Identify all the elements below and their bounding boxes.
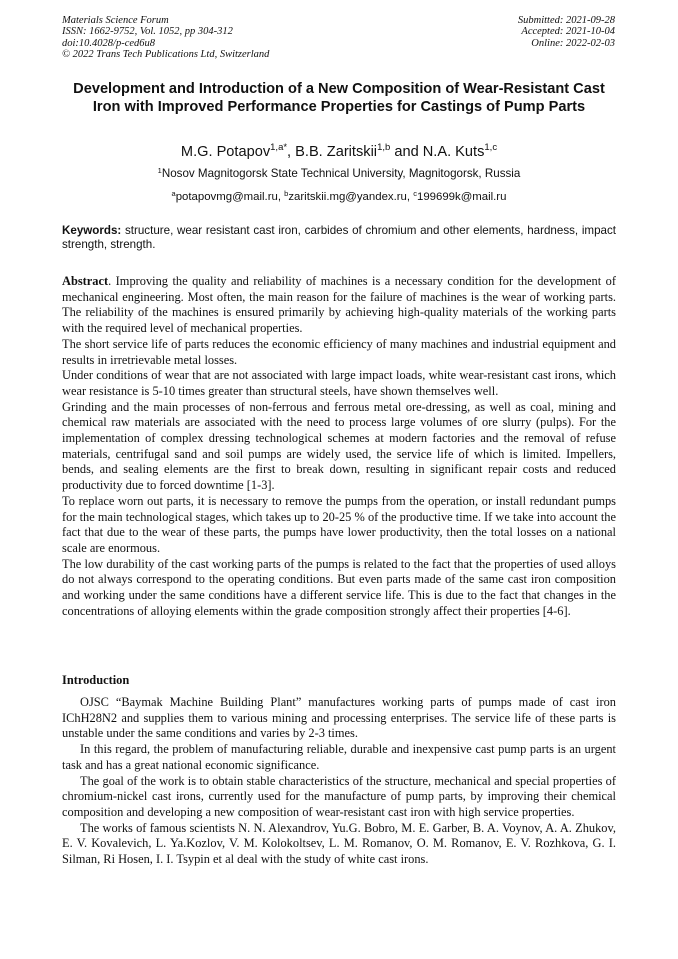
author-affiliation-mark: 1,a* — [270, 142, 288, 153]
abstract-paragraph: The short service life of parts reduces the economic efficiency of many machines and industrial equipment and results in irretrievable metal losses. — [62, 336, 616, 367]
author-name: M.G. Potapov — [180, 144, 271, 160]
email-address[interactable]: zaritskii.mg@yandex.ru — [288, 191, 407, 203]
author-affiliation-mark: 1,b — [377, 142, 391, 153]
email-mark: c — [413, 189, 417, 198]
email-separator: , — [277, 191, 285, 203]
keywords-label: Keywords: — [62, 224, 122, 237]
email-mark: b — [284, 189, 289, 198]
email-mark: a — [171, 189, 176, 198]
abstract-text: . Improving the quality and reliability of machines is a necessary condition for the development of mechanical engineering. Most often, the main reason for the failure of machines is the wear of working parts. The reliability of the machines is ensured primarily by achieving high-quality materials of the working parts with the required level of mechanical properties. — [62, 274, 616, 336]
keywords — [62, 224, 616, 253]
introduction-paragraph: The goal of the work is to obtain stable characteristics of the structure, mechanical and special properties of chromium-nickel cast irons, currently used for the manufacture of pump parts, by improving their chemical composition and developing a new composition of wear-resistant cast iron with high service properties. — [62, 773, 616, 819]
author-separator: and — [390, 144, 423, 160]
submission-dates — [518, 15, 615, 49]
introduction-body — [62, 695, 616, 868]
online-date: Online: 2022-02-03 — [531, 37, 615, 49]
doi-line: doi:10.4028/p-ced6u8 — [62, 37, 156, 49]
email-separator: , — [406, 191, 414, 203]
affiliation — [62, 167, 616, 181]
introduction-paragraph: In this regard, the problem of manufacturing reliable, durable and inexpensive cast pump parts is an urgent task and has a great national economic significance. — [62, 742, 616, 772]
author-affiliation-mark: 1,c — [484, 142, 498, 153]
keywords-text: structure, wear resistant cast iron, carbides of chromium and other elements, hardness, impact strength, strength. — [62, 224, 616, 252]
accepted-date: Accepted: 2021-10-04 — [521, 26, 615, 38]
issn-line: ISSN: 1662-9752, Vol. 1052, pp 304-312 — [62, 26, 233, 38]
paper-title: Development and Introduction of a New Composition of Wear-Resistant Cast Iron with Improved Performance Properties for Castings of Pump Parts — [73, 81, 605, 116]
author-separator: , — [287, 144, 296, 160]
section-heading-introduction: Introduction — [62, 673, 130, 687]
introduction-paragraph: OJSC “Baymak Machine Building Plant” manufactures working parts of pumps made of cast iron IChH28N2 and supplies them to various mining and processing enterprises. The service life of these parts is unstable under the same conditions and varies by 2-3 times. — [62, 695, 616, 741]
copyright-line: © 2022 Trans Tech Publications Ltd, Switzerland — [62, 48, 270, 60]
abstract — [62, 274, 616, 619]
abstract-paragraph: Grinding and the main processes of non-ferrous and ferrous metal ore-dressing, as well as coal, mining and chemical raw materials are associated with the need to process large volumes of ore slurry (pulps). For the implementation of complex dressing technological schemes at modern factories and the removal of refuse materials, centrifugal sand and soil pumps are widely used, the service life of which is limited. Impellers, bends, and sealing elements are the first to break down, resulting in significant repair costs and reduced productivity due to forced downtime [1-3]. — [62, 399, 616, 493]
submitted-date: Submitted: 2021-09-28 — [517, 15, 615, 26]
abstract-paragraph: The low durability of the cast working parts of the pumps is related to the fact that the properties of used alloys do not always correspond to the operating conditions. But even parts made of the same cast iron composition and working under the same conditions have a different service life. This is due to the fact that changes in the concentrations of alloying elements within the grade composition strongly affect their properties [4-6]. — [62, 556, 616, 618]
abstract-paragraph: To replace worn out parts, it is necessary to remove the pumps from the operation, or install redundant pumps for the main technological stages, which takes up to 20-25 % of the productive time. If we take into account the fact that due to the wear of these parts, the pumps have lower productivity, then the total losses on a national scale are enormous. — [62, 493, 616, 555]
email-list — [62, 190, 616, 204]
abstract-paragraph: Under conditions of wear that are not associated with large impact loads, white wear-resistant cast irons, which wear resistance is 5-10 times greater than structural steels, have shown themselves well. — [62, 368, 616, 398]
abstract-paragraph — [62, 274, 616, 337]
affiliation-text: Nosov Magnitogorsk State Technical University, Magnitogorsk, Russia — [161, 167, 521, 180]
email-address[interactable]: 199699k@mail.ru — [416, 191, 507, 203]
author-name: N.A. Kuts — [422, 144, 485, 160]
email-address[interactable]: potapovmg@mail.ru — [175, 191, 278, 203]
journal-info — [62, 15, 269, 60]
journal-name: Materials Science Forum — [62, 15, 169, 26]
affiliation-mark: 1 — [157, 166, 162, 175]
author-list — [62, 143, 616, 161]
introduction-paragraph: The works of famous scientists N. N. Alexandrov, Yu.G. Bobro, M. E. Garber, B. A. Voynov, A. A. Zhukov, E. V. Kovalevich, L. Ya.Kozlov, V. M. Kolokoltsev, L. M. Romanov, O. M. Romanov, E. V. Rozhkova, G. I. Silman, Ri Hosen, I. I. Tsypin et al deal with the study of white cast irons. — [62, 820, 616, 867]
abstract-label: Abstract — [62, 274, 109, 288]
author-name: B.B. Zaritskii — [295, 144, 378, 160]
